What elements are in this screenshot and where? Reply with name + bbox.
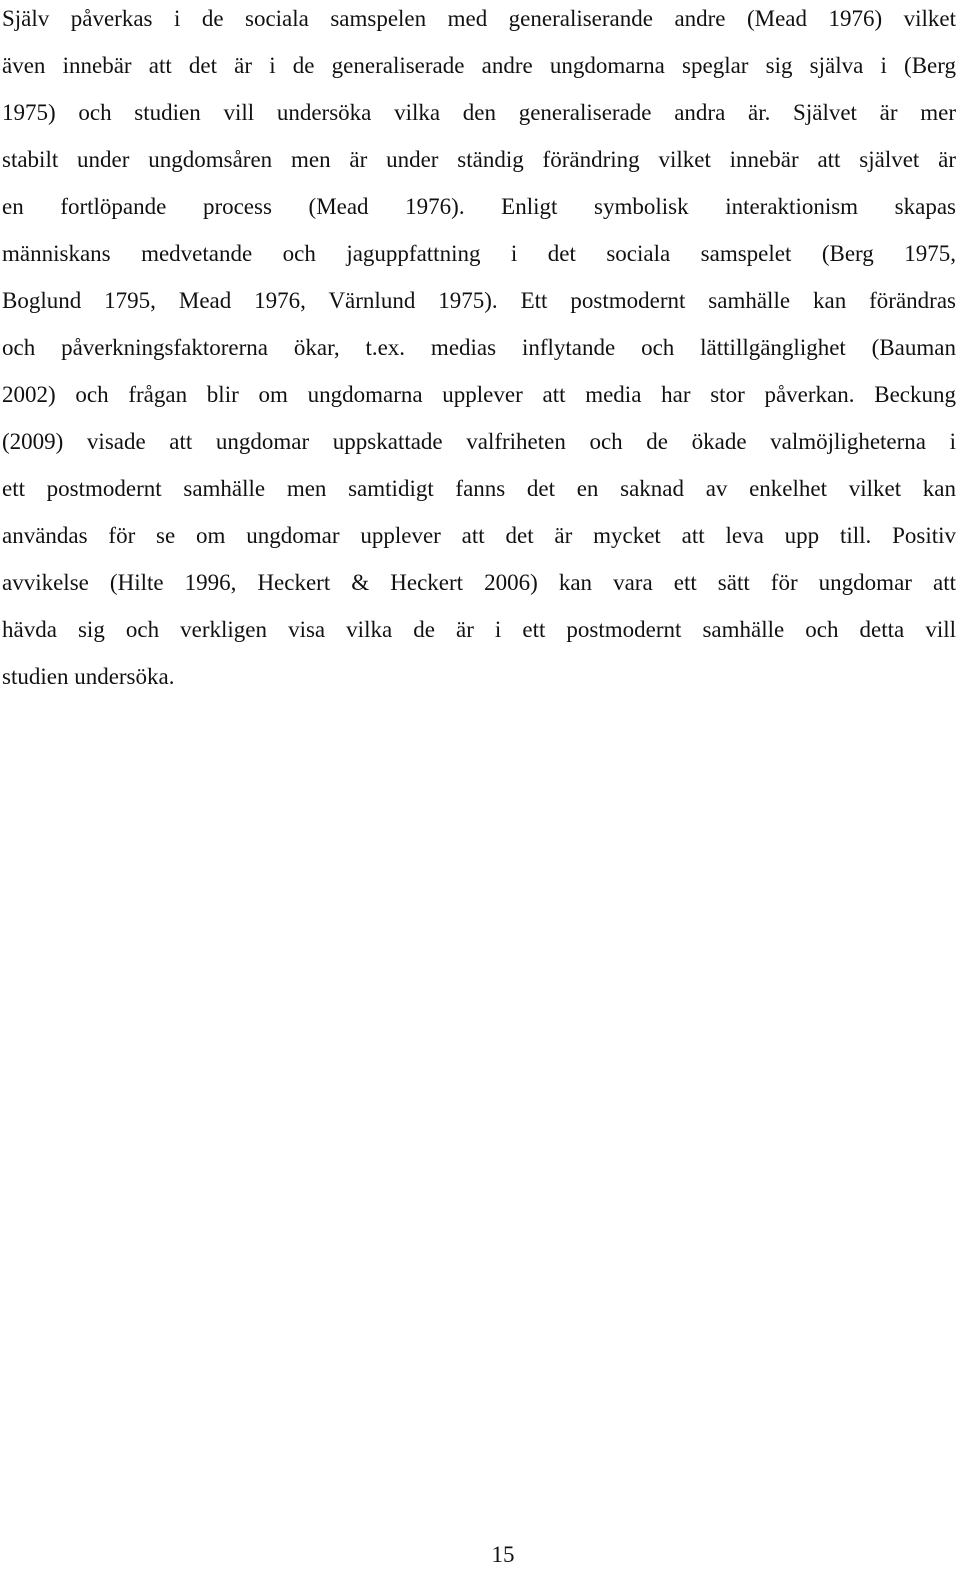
- paragraph-line-last: studien undersöka.: [2, 664, 175, 689]
- paragraph-line: avvikelse (Hilte 1996, Heckert & Heckert 2006) kan vara ett sätt för ungdomar att: [2, 570, 956, 595]
- page-number: 15: [491, 1542, 515, 1567]
- paragraph-line: även innebär att det är i de generaliserade andre ungdomarna speglar sig själva i (Berg: [2, 53, 956, 78]
- paragraph-line: människans medvetande och jaguppfattning i det sociala samspelet (Berg 1975,: [2, 241, 956, 266]
- paragraph-line: 2002) och frågan blir om ungdomarna upplever att media har stor påverkan. Beckung: [2, 382, 956, 407]
- paragraph-line: Boglund 1795, Mead 1976, Värnlund 1975). Ett postmodernt samhälle kan förändras: [2, 288, 956, 313]
- paragraph-line: Själv påverkas i de sociala samspelen med generaliserande andre (Mead 1976) vilket: [2, 6, 956, 31]
- paragraph-line: 1975) och studien vill undersöka vilka den generaliserade andra är. Självet är mer: [2, 100, 956, 125]
- paragraph-line: hävda sig och verkligen visa vilka de är i ett postmodernt samhälle och detta vill: [2, 617, 956, 642]
- paragraph-line: stabilt under ungdomsåren men är under ständig förändring vilket innebär att självet är: [2, 147, 956, 172]
- paragraph-line: ett postmodernt samhälle men samtidigt fanns det en saknad av enkelhet vilket kan: [2, 476, 956, 501]
- paragraph-line: (2009) visade att ungdomar uppskattade valfriheten och de ökade valmöjligheterna i: [2, 429, 956, 454]
- paragraph-line: och påverkningsfaktorerna ökar, t.ex. medias inflytande och lättillgänglighet (Bauman: [2, 335, 956, 360]
- body-paragraph: [2, 0, 956, 705]
- paragraph-line: en fortlöpande process (Mead 1976). Enligt symbolisk interaktionism skapas: [2, 194, 956, 219]
- paragraph-line: användas för se om ungdomar upplever att det är mycket att leva upp till. Positiv: [2, 523, 956, 548]
